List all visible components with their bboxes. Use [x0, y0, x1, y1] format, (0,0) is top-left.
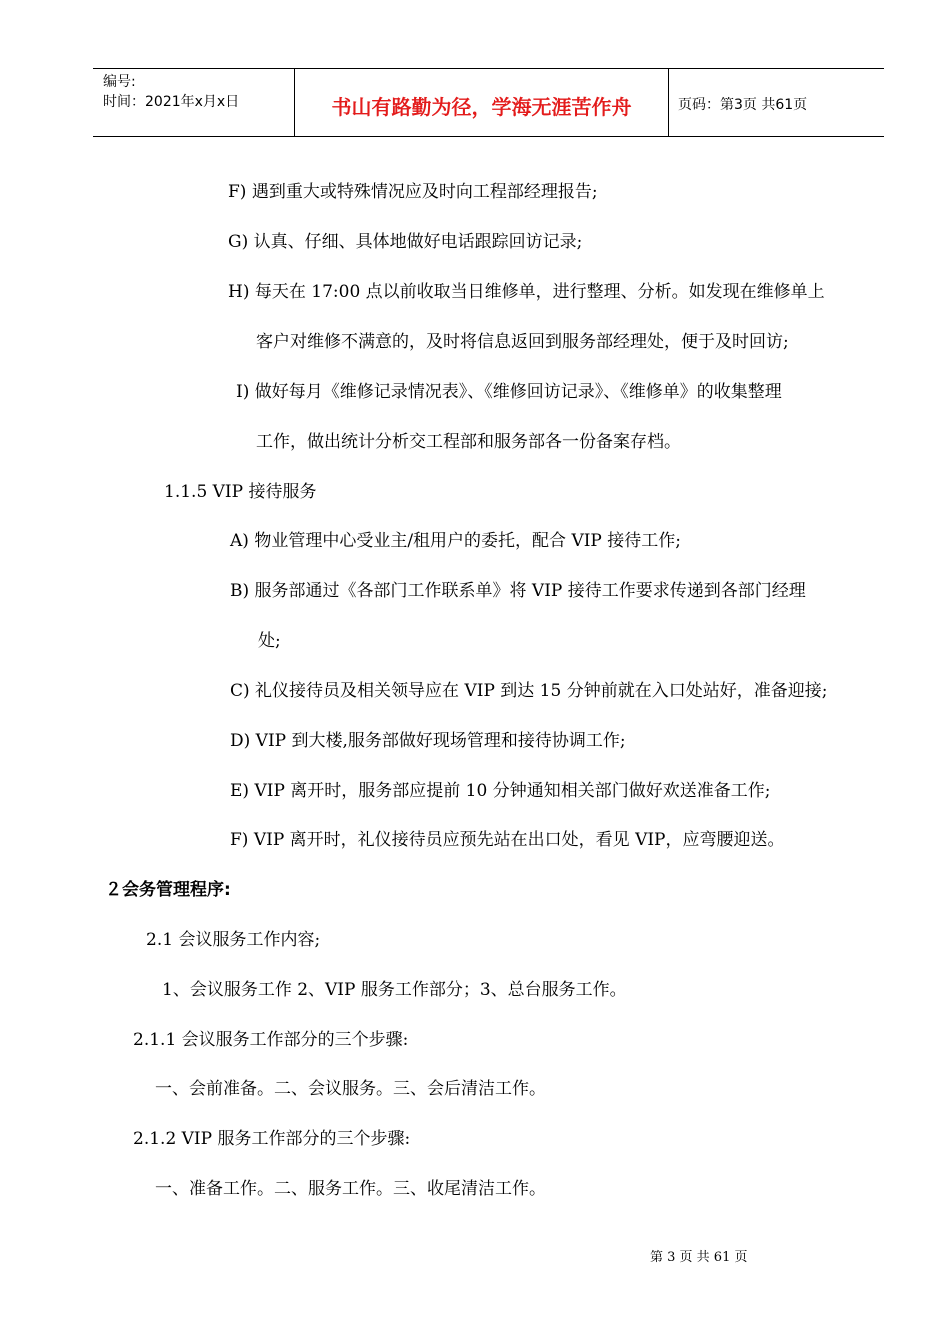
- section-2-1-1-steps: 一、会前准备。二、会议服务。三、会后清洁工作。: [155, 1079, 546, 1099]
- vip-item-f: F) VIP 离开时，礼仪接待员应预先站在出口处，看见 VIP，应弯腰迎送。: [230, 830, 785, 850]
- document-time-label: 时间：2021年x月x日: [103, 94, 240, 110]
- section-2-1-heading: 2.1 会议服务工作内容;: [146, 930, 321, 950]
- header-motto: 书山有路勤为径，学海无涯苦作舟: [331, 95, 632, 119]
- header-page-number: 页码：第3页 共61页: [678, 97, 808, 113]
- vip-item-d: D) VIP 到大楼,服务部做好现场管理和接待协调工作;: [230, 731, 626, 751]
- item-h-line-1: H) 每天在 17:00 点以前收取当日维修单，进行整理、分析。如发现在维修单上: [228, 282, 825, 302]
- section-2-1-2-heading: 2.1.2 VIP 服务工作部分的三个步骤:: [133, 1129, 411, 1149]
- item-i-line-1: I) 做好每月《维修记录情况表》、《维修回访记录》、《维修单》的收集整理: [236, 382, 782, 402]
- item-g-phone-followup: G) 认真、仔细、具体地做好电话跟踪回访记录;: [228, 232, 583, 252]
- section-1-1-5-heading: 1.1.5 VIP 接待服务: [164, 482, 317, 502]
- header-info-cell: [93, 69, 294, 136]
- item-f-report: F) 遇到重大或特殊情况应及时向工程部经理报告;: [228, 182, 598, 202]
- item-i-line-2: 工作，做出统计分析交工程部和服务部各一份备案存档。: [256, 432, 681, 452]
- section-2-1-1-heading: 2.1.1 会议服务工作部分的三个步骤:: [133, 1030, 409, 1050]
- header-page-cell: [668, 69, 884, 136]
- header-motto-cell: [294, 69, 669, 136]
- page-footer: 第 3 页 共 61 页: [650, 1250, 748, 1265]
- section-2-1-2-steps: 一、准备工作。二、服务工作。三、收尾清洁工作。: [155, 1179, 546, 1199]
- vip-item-b-line-1: B) 服务部通过《各部门工作联系单》将 VIP 接待工作要求传递到各部门经理: [230, 581, 806, 601]
- page-header: [93, 68, 884, 137]
- vip-item-b-line-2: 处;: [258, 631, 281, 651]
- section-2-1-list: 1、会议服务工作 2、VIP 服务工作部分；3、总台服务工作。: [162, 980, 627, 1000]
- vip-item-a: A) 物业管理中心受业主/租用户的委托，配合 VIP 接待工作;: [230, 531, 682, 551]
- vip-item-c: C) 礼仪接待员及相关领导应在 VIP 到达 15 分钟前就在入口处站好，准备迎接;: [230, 681, 828, 701]
- item-h-line-2: 客户对维修不满意的，及时将信息返回到服务部经理处，便于及时回访;: [256, 332, 789, 352]
- section-2-heading: ２会务管理程序:: [105, 880, 231, 900]
- document-number-label: 编号:: [103, 74, 136, 90]
- vip-item-e: E) VIP 离开时，服务部应提前 10 分钟通知相关部门做好欢送准备工作;: [230, 781, 771, 801]
